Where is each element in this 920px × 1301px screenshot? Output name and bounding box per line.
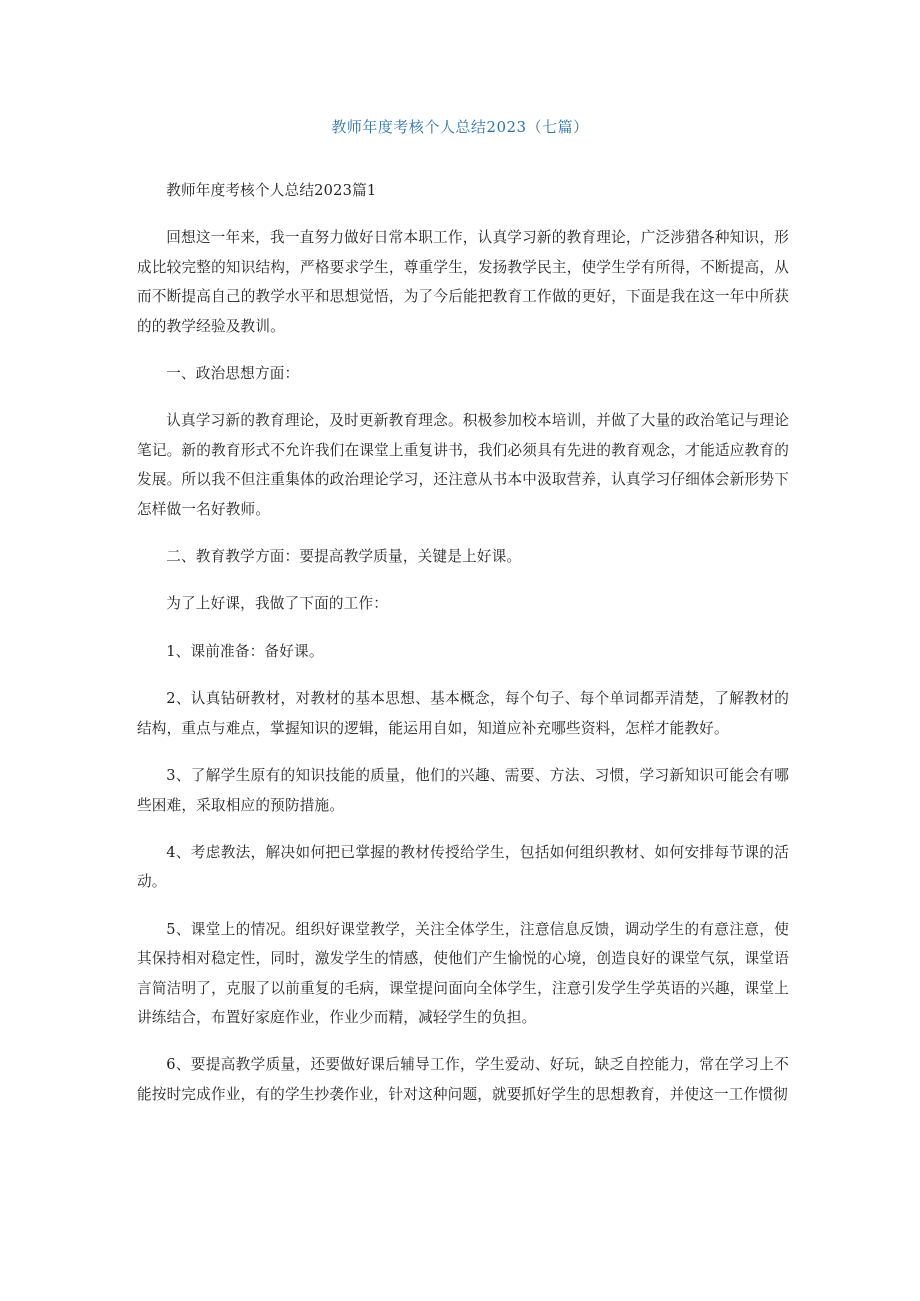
teaching-heading: 二、教育教学方面：要提高教学质量，关键是上好课。: [166, 548, 522, 566]
list-item-4: 4、考虑教法，解决如何把已掌握的教材传授给学生，包括如何组织教材、如何安排每节课的活动。: [137, 843, 789, 891]
document-body: [137, 176, 789, 1127]
list-item-5: 5、课堂上的情况。组织好课堂教学，关注全体学生，注意信息反馈，调动学生的有意注意，使其保持相对稳定性，同时，激发学生的情感，使他们产生愉悦的心境，创造良好的课堂气氛，课堂语言简洁明了，克服了以前重复的毛病，课堂提问面向全体学生，注意引发学生学英语的兴趣，课堂上讲练结合，布置好家庭作业，作业少而精，减轻学生的负担。: [137, 920, 789, 1026]
political-heading: 一、政治思想方面：: [166, 365, 300, 383]
list-item-6: 6、要提高教学质量，还要做好课后辅导工作，学生爱动、好玩，缺乏自控能力，常在学习上不能按时完成作业，有的学生抄袭作业，针对这种问题，就要抓好学生的思想教育，并使这一工作惯彻: [137, 1056, 789, 1103]
list-item-1: 1、课前准备：备好课。: [166, 642, 324, 660]
document-title: 教师年度考核个人总结2023（七篇）: [331, 118, 589, 136]
list-item-3: 3、了解学生原有的知识技能的质量，他们的兴趣、需要、方法、习惯，学习新知识可能会有哪些困难，采取相应的预防措施。: [137, 767, 789, 814]
intro-paragraph: 回想这一年来，我一直努力做好日常本职工作，认真学习新的教育理论，广泛涉猎各种知识，形成比较完整的知识结构，严格要求学生，尊重学生，发扬教学民主，使学生学有所得，不断提高，从而不断提高自己的教学水平和思想觉悟，为了今后能把教育工作做的更好，下面是我在这一年中所获的的教学经验及教训。: [137, 229, 789, 335]
list-item-2: 2、认真钻研教材，对教材的基本思想、基本概念，每个句子、每个单词都弄清楚，了解教材的结构，重点与难点，掌握知识的逻辑，能运用自如，知道应补充哪些资料，怎样才能教好。: [137, 690, 789, 737]
section-heading: 教师年度考核个人总结2023篇1: [166, 182, 377, 199]
teaching-intro: 为了上好课，我做了下面的工作：: [166, 595, 389, 613]
political-paragraph: 认真学习新的教育理论，及时更新教育理念。积极参加校本培训，并做了大量的政治笔记与理论笔记。新的教育形式不允许我们在课堂上重复讲书，我们必须具有先进的教育观念，才能适应教育的发展。所以我不但注重集体的政治理论学习，还注意从书本中汲取营养，认真学习仔细体会新形势下怎样做一名好教师。: [137, 412, 789, 518]
